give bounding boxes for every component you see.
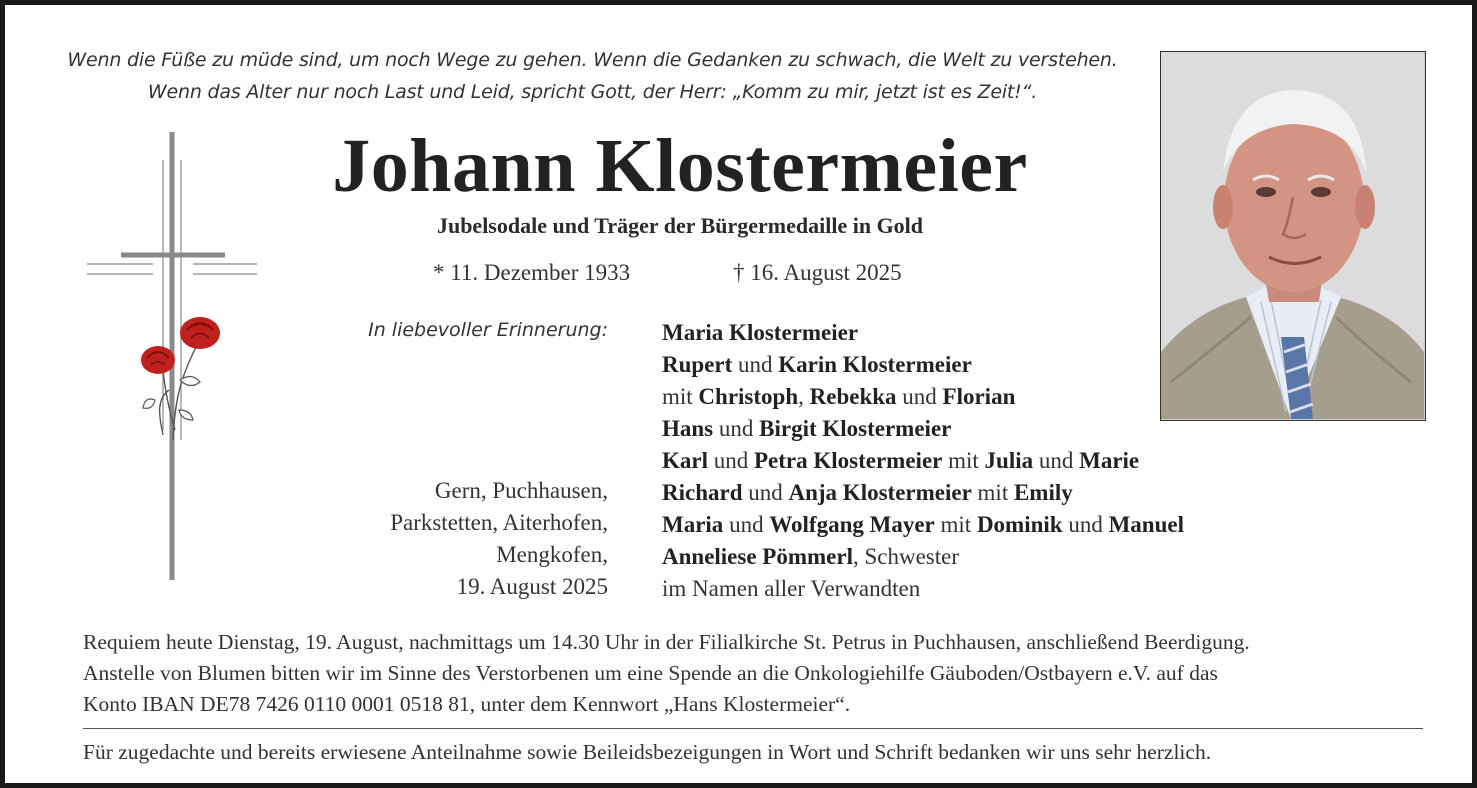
mourner-line: Hans und Birgit Klostermeier bbox=[662, 416, 952, 441]
mourner-line: Anneliese Pömmerl, Schwester bbox=[662, 544, 960, 569]
mourner-line: im Namen aller Verwandten bbox=[662, 576, 921, 601]
thanks-text: Für zugedachte und bereits erwiesene Anteilnahme sowie Beileidsbezeigungen in Wort und Schrift bedanken wir uns sehr herzlich. bbox=[83, 740, 1212, 764]
requiem-line-2: Anstelle von Blumen bitten wir im Sinne des Verstorbenen um eine Spende an die Onkologiehilfe Gäuboden/Ostbayern e.V. auf das bbox=[83, 661, 1218, 685]
place-line-1: Gern, Puchhausen, bbox=[434, 478, 608, 503]
mourner-line: mit Christoph, Rebekka und Florian bbox=[662, 384, 1016, 409]
mourner-line: Maria und Wolfgang Mayer mit Dominik und Manuel bbox=[662, 512, 1184, 537]
poem-line-1: Wenn die Füße zu müde sind, um noch Wege zu gehen. Wenn die Gedanken zu schwach, die Welt zu verstehen. bbox=[67, 49, 1118, 71]
place-line-3: Mengkofen, bbox=[496, 542, 608, 567]
death-date: † 16. August 2025 bbox=[733, 260, 902, 285]
mourner-line: Richard und Anja Klostermeier mit Emily bbox=[662, 480, 1073, 505]
requiem-line-1: Requiem heute Dienstag, 19. August, nachmittags um 14.30 Uhr in der Filialkirche St. Petrus in Puchhausen, anschließend Beerdigung. bbox=[83, 630, 1250, 654]
portrait-illustration bbox=[1161, 52, 1424, 419]
mourner-line: Rupert und Karin Klostermeier bbox=[662, 352, 972, 377]
mourner-line: Karl und Petra Klostermeier mit Julia und Marie bbox=[662, 448, 1140, 473]
place-line-2: Parkstetten, Aiterhofen, bbox=[390, 510, 608, 535]
birth-date: * 11. Dezember 1933 bbox=[433, 260, 631, 285]
cross-with-roses-icon bbox=[85, 130, 260, 585]
notice-date: 19. August 2025 bbox=[456, 574, 608, 599]
deceased-name: Johann Klostermeier bbox=[332, 124, 1028, 208]
portrait-photo bbox=[1160, 51, 1426, 421]
mourner-line: Maria Klostermeier bbox=[662, 320, 859, 345]
place-and-date bbox=[390, 475, 608, 603]
requiem-text bbox=[83, 627, 1433, 720]
memory-label: In liebevoller Erinnerung: bbox=[368, 319, 608, 341]
deceased-honors: Jubelsodale und Träger der Bürgermedaille in Gold bbox=[436, 213, 924, 238]
requiem-line-3: Konto IBAN DE78 7426 0110 0001 0518 81, unter dem Kennwort „Hans Klostermeier“. bbox=[83, 692, 851, 716]
poem-line-2: Wenn das Alter nur noch Last und Leid, spricht Gott, der Herr: „Komm zu mir, jetzt ist es Zeit!“. bbox=[147, 81, 1038, 103]
mourners-list bbox=[662, 317, 1184, 605]
divider bbox=[83, 728, 1423, 729]
